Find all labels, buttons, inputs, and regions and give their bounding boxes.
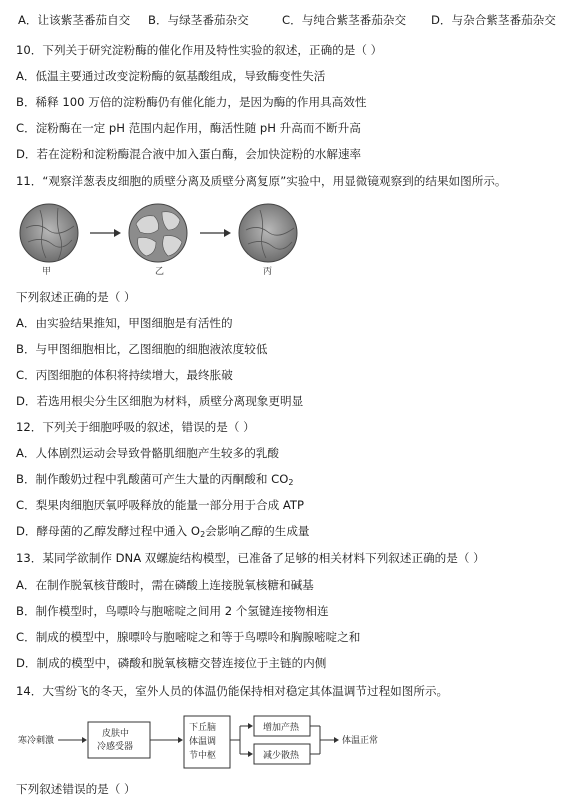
q10-option-d: D．若在淀粉和淀粉酶混合液中加入蛋白酶，会加快淀粉的水解速率: [16, 147, 362, 161]
diagram-receptor-line1: 皮肤中: [102, 729, 130, 739]
diagram-branch-top: 增加产热: [263, 723, 300, 733]
q13-option-a: A．在制作脱氧核苷酸时，需在磷酸上连接脱氧核糖和碱基: [16, 578, 314, 592]
q9-option-d: D．与杂合紫茎番茄杂交: [431, 13, 556, 27]
label-yi: 乙: [155, 267, 165, 277]
q14-prompt: 下列叙述错误的是（ ）: [16, 782, 136, 796]
q12-stem: 12．下列关于细胞呼吸的叙述，错误的是（ ）: [16, 420, 255, 434]
q13-option-b: B．制作模型时，鸟嘌呤与胞嘧啶之间用 2 个氢键连接物相连: [16, 604, 329, 618]
arrow-1: [90, 229, 121, 237]
q13-option-d: D．制成的模型中，磷酸和脱氧核糖交替连接位于主链的内侧: [16, 656, 327, 670]
q11-option-b: B．与甲图细胞相比，乙图细胞的细胞液浓度较低: [16, 342, 268, 356]
q11-option-d: D．若选用根尖分生区细胞为材料，质壁分离现象更明显: [16, 394, 304, 408]
diagram-center-line2: 体温调: [189, 737, 217, 747]
q9-option-c: C．与纯合紫茎番茄杂交: [282, 13, 407, 27]
diagram-center-line1: 下丘脑: [189, 723, 217, 733]
q10-option-b: B．稀释 100 万倍的淀粉酶仍有催化能力，是因为酶的作用具高效性: [16, 95, 367, 109]
diagram-receptor-box: [88, 722, 150, 758]
q10-option-a: A．低温主要通过改变淀粉酶的氨基酸组成，导致酶变性失活: [16, 69, 326, 83]
q10-stem: 10．下列关于研究淀粉酶的催化作用及特性实验的叙述，正确的是（ ）: [16, 43, 383, 57]
q10-option-c: C．淀粉酶在一定 pH 范围内起作用，酶活性随 pH 升高而不断升高: [16, 121, 361, 135]
q9-options: [18, 12, 568, 28]
diagram-stimulus: 寒冷刺激: [18, 736, 55, 746]
q11-stem: 11．“观察洋葱表皮细胞的质壁分离及质壁分离复原”实验中，用显微镜观察到的结果如图所示。: [16, 174, 507, 188]
q11-cell-figure: [18, 200, 308, 280]
q12-option-d: D．酵母菌的乙醇发酵过程中通入 $O_2$会影响乙醇的生成量: [16, 524, 310, 539]
q12-option-a: A．人体剧烈运动会导致骨骼肌细胞产生较多的乳酸: [16, 446, 279, 460]
q9-option-a: A．让该紫茎番茄自交: [18, 13, 131, 27]
diagram-result: 体温正常: [342, 736, 379, 746]
q11-prompt: 下列叙述正确的是（ ）: [16, 290, 136, 304]
q13-option-c: C．制成的模型中，腺嘌呤与胞嘧啶之和等于鸟嘌呤和胸腺嘧啶之和: [16, 630, 361, 644]
diagram-branch-bottom: 减少散热: [263, 751, 300, 761]
diagram-center-line3: 节中枢: [189, 751, 217, 761]
diagram-receptor-line2: 冷感受器: [97, 742, 134, 752]
arrow-2: [200, 229, 231, 237]
q9-option-b: B．与绿茎番茄杂交: [148, 13, 249, 27]
cell-bing: [239, 204, 297, 262]
label-bing: 丙: [263, 267, 273, 277]
q11-option-c: C．丙图细胞的体积将持续增大，最终胀破: [16, 368, 233, 382]
cell-jia: [20, 204, 78, 262]
q14-thermoregulation-diagram: [18, 714, 418, 774]
q11-option-a: A．由实验结果推知，甲图细胞是有活性的: [16, 316, 233, 330]
q12-option-b: B．制作酸奶过程中乳酸菌可产生大量的丙酮酸和 $CO_2$: [16, 472, 294, 487]
q12-option-c: C．梨果肉细胞厌氧呼吸释放的能量一部分用于合成 ATP: [16, 498, 304, 512]
cell-yi: [129, 204, 187, 262]
q13-stem: 13．某同学欲制作 DNA 双螺旋结构模型，已准备了足够的相关材料下列叙述正确的是（ ）: [16, 551, 485, 565]
label-jia: 甲: [42, 267, 52, 277]
q14-stem: 14．大雪纷飞的冬天，室外人员的体温仍能保持相对稳定其体温调节过程如图所示。: [16, 684, 449, 698]
